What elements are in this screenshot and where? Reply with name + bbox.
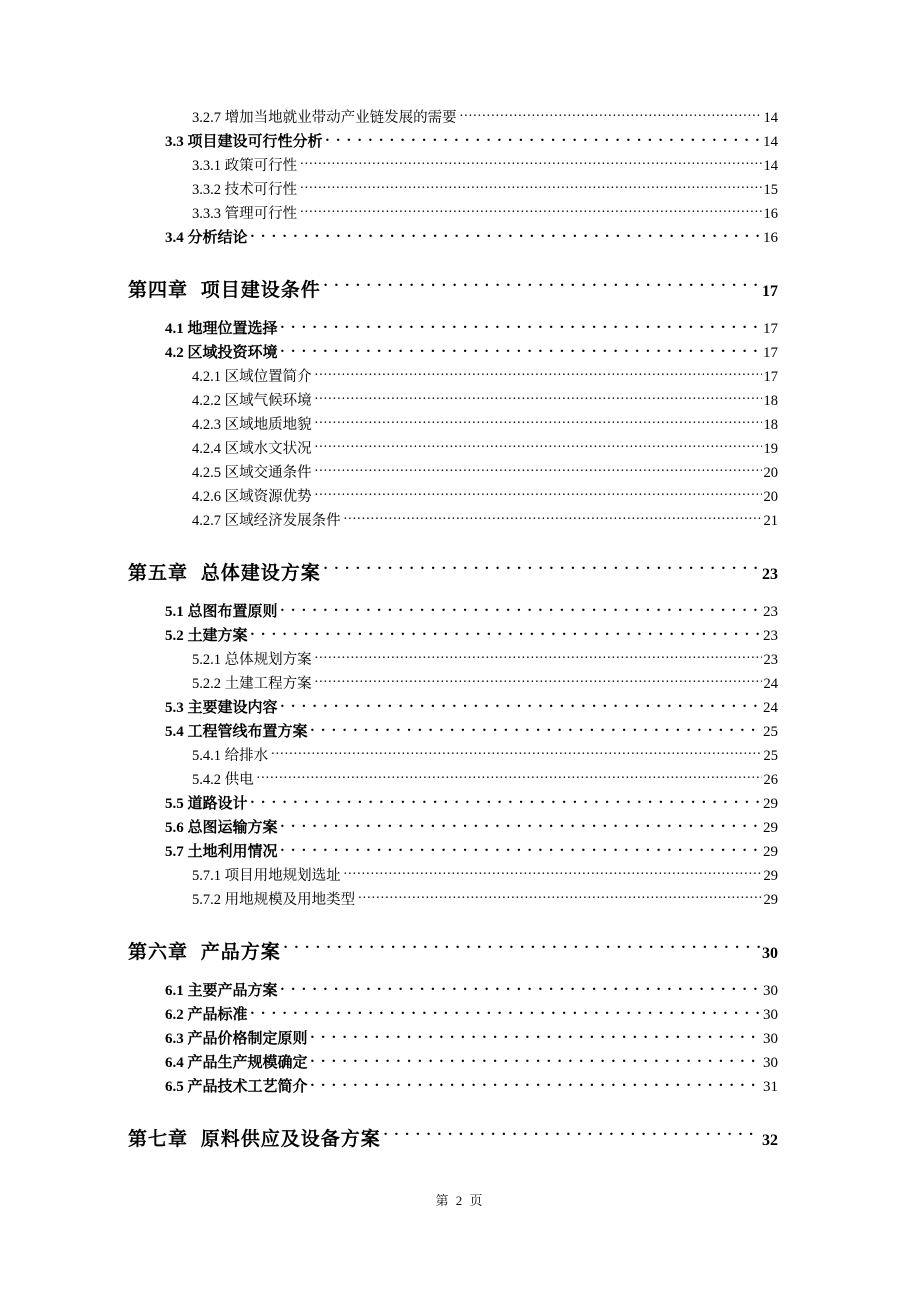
toc-entry-label: 5.5 道路设计 bbox=[165, 796, 248, 812]
toc-leader-dots bbox=[315, 463, 762, 478]
toc-leader-dots bbox=[315, 415, 762, 430]
toc-leader-dots bbox=[344, 866, 762, 881]
toc-entry-page: 30 bbox=[762, 945, 778, 962]
toc-entry-label: 6.4 产品生产规模确定 bbox=[165, 1055, 308, 1071]
toc-leader-dots bbox=[251, 793, 761, 808]
toc-entry-page: 16 bbox=[763, 206, 778, 222]
toc-entry-page: 25 bbox=[763, 748, 778, 764]
toc-list bbox=[128, 106, 778, 1166]
toc-entry-label: 第四章 项目建设条件 bbox=[128, 280, 321, 301]
toc-entry[interactable] bbox=[128, 413, 778, 437]
toc-entry-page: 15 bbox=[763, 182, 778, 198]
toc-entry-page: 19 bbox=[763, 441, 778, 457]
toc-leader-dots bbox=[271, 746, 761, 761]
toc-leader-dots bbox=[326, 131, 761, 146]
toc-entry-page: 20 bbox=[763, 465, 778, 481]
toc-entry-page: 30 bbox=[763, 1031, 778, 1047]
toc-entry-page: 32 bbox=[762, 1132, 778, 1149]
toc-leader-dots bbox=[251, 625, 761, 640]
toc-entry-label: 第六章 产品方案 bbox=[128, 942, 281, 963]
toc-entry[interactable] bbox=[128, 509, 778, 533]
toc-entry-label: 5.1 总图布置原则 bbox=[165, 604, 278, 620]
toc-entry[interactable] bbox=[128, 672, 778, 696]
toc-entry[interactable] bbox=[128, 437, 778, 461]
toc-entry-page: 17 bbox=[763, 345, 778, 361]
toc-entry-label: 6.2 产品标准 bbox=[165, 1007, 248, 1023]
toc-entry[interactable] bbox=[128, 1051, 778, 1075]
toc-entry[interactable] bbox=[128, 317, 778, 341]
toc-entry-page: 14 bbox=[763, 134, 778, 150]
toc-entry-label: 3.3 项目建设可行性分析 bbox=[165, 134, 323, 150]
toc-entry[interactable] bbox=[128, 696, 778, 720]
toc-entry-label: 5.6 总图运输方案 bbox=[165, 820, 278, 836]
toc-leader-dots bbox=[281, 817, 761, 832]
toc-leader-dots bbox=[300, 204, 761, 219]
toc-entry[interactable] bbox=[128, 365, 778, 389]
toc-leader-dots bbox=[311, 721, 761, 736]
toc-entry-page: 26 bbox=[763, 772, 778, 788]
toc-entry-page: 17 bbox=[763, 369, 778, 385]
toc-entry[interactable] bbox=[128, 840, 778, 864]
toc-entry-page: 18 bbox=[763, 393, 778, 409]
toc-entry-label: 5.2 土建方案 bbox=[165, 628, 248, 644]
toc-entry[interactable] bbox=[128, 720, 778, 744]
toc-leader-dots bbox=[311, 1076, 761, 1091]
toc-entry[interactable] bbox=[128, 1075, 778, 1099]
toc-entry-page: 30 bbox=[763, 983, 778, 999]
toc-leader-dots bbox=[281, 697, 761, 712]
toc-entry-label: 5.4.2 供电 bbox=[192, 772, 254, 788]
toc-entry[interactable] bbox=[128, 864, 778, 888]
toc-entry-label: 5.7.2 用地规模及用地类型 bbox=[192, 892, 356, 908]
toc-entry[interactable] bbox=[128, 485, 778, 509]
toc-entry[interactable] bbox=[128, 1003, 778, 1027]
toc-leader-dots bbox=[251, 1004, 761, 1019]
toc-entry-label: 5.2.2 土建工程方案 bbox=[192, 676, 312, 692]
toc-entry-label: 3.3.2 技术可行性 bbox=[192, 182, 298, 198]
toc-entry-label: 6.3 产品价格制定原则 bbox=[165, 1031, 308, 1047]
toc-entry[interactable] bbox=[128, 648, 778, 672]
toc-entry[interactable] bbox=[128, 178, 778, 202]
toc-leader-dots bbox=[300, 156, 761, 171]
toc-leader-dots bbox=[281, 841, 761, 856]
toc-entry[interactable] bbox=[128, 792, 778, 816]
toc-entry-page: 24 bbox=[763, 676, 778, 692]
toc-entry-page: 29 bbox=[763, 820, 778, 836]
toc-entry-label: 4.2.6 区域资源优势 bbox=[192, 489, 312, 505]
toc-entry-page: 30 bbox=[763, 1007, 778, 1023]
toc-entry-label: 第七章 原料供应及设备方案 bbox=[128, 1129, 381, 1150]
toc-entry[interactable] bbox=[128, 979, 778, 1003]
toc-entry-label: 6.1 主要产品方案 bbox=[165, 983, 278, 999]
toc-entry[interactable] bbox=[128, 936, 778, 971]
toc-leader-dots bbox=[315, 391, 762, 406]
toc-entry[interactable] bbox=[128, 1123, 778, 1158]
toc-leader-dots bbox=[315, 367, 762, 382]
toc-entry-page: 18 bbox=[763, 417, 778, 433]
toc-leader-dots bbox=[311, 1052, 761, 1067]
toc-entry[interactable] bbox=[128, 106, 778, 130]
toc-entry[interactable] bbox=[128, 274, 778, 309]
toc-entry[interactable] bbox=[128, 154, 778, 178]
toc-entry[interactable] bbox=[128, 600, 778, 624]
toc-leader-dots bbox=[358, 890, 761, 905]
toc-entry-page: 17 bbox=[763, 321, 778, 337]
toc-entry-page: 21 bbox=[763, 513, 778, 529]
toc-entry[interactable] bbox=[128, 816, 778, 840]
toc-entry-page: 29 bbox=[763, 796, 778, 812]
toc-leader-dots bbox=[300, 180, 761, 195]
toc-entry-label: 3.3.1 政策可行性 bbox=[192, 158, 298, 174]
toc-entry[interactable] bbox=[128, 557, 778, 592]
toc-entry[interactable] bbox=[128, 888, 778, 912]
toc-leader-dots bbox=[257, 770, 762, 785]
toc-entry-page: 23 bbox=[763, 652, 778, 668]
toc-leader-dots bbox=[284, 939, 760, 958]
toc-entry-label: 第五章 总体建设方案 bbox=[128, 563, 321, 584]
toc-entry[interactable] bbox=[128, 1027, 778, 1051]
toc-entry-page: 17 bbox=[762, 283, 778, 300]
toc-entry-label: 5.4.1 给排水 bbox=[192, 748, 269, 764]
toc-entry-page: 30 bbox=[763, 1055, 778, 1071]
toc-entry-label: 5.3 主要建设内容 bbox=[165, 700, 278, 716]
toc-leader-dots bbox=[324, 277, 760, 296]
toc-entry-label: 4.2.4 区域水文状况 bbox=[192, 441, 312, 457]
toc-entry-label: 3.4 分析结论 bbox=[165, 230, 248, 246]
toc-leader-dots bbox=[315, 674, 762, 689]
toc-entry-page: 23 bbox=[763, 604, 778, 620]
toc-leader-dots bbox=[251, 227, 761, 242]
toc-leader-dots bbox=[281, 318, 761, 333]
toc-entry-page: 20 bbox=[763, 489, 778, 505]
toc-entry-page: 14 bbox=[763, 110, 778, 126]
toc-entry-label: 3.3.3 管理可行性 bbox=[192, 206, 298, 222]
toc-entry[interactable] bbox=[128, 768, 778, 792]
toc-entry-label: 4.2.1 区域位置简介 bbox=[192, 369, 312, 385]
toc-entry-page: 23 bbox=[763, 628, 778, 644]
toc-entry-page: 31 bbox=[763, 1079, 778, 1095]
toc-entry-label: 4.1 地理位置选择 bbox=[165, 321, 278, 337]
toc-entry-label: 4.2.2 区域气候环境 bbox=[192, 393, 312, 409]
toc-leader-dots bbox=[281, 601, 761, 616]
toc-entry[interactable] bbox=[128, 389, 778, 413]
page-footer: 第 2 页 bbox=[435, 1193, 485, 1208]
toc-entry-label: 4.2.5 区域交通条件 bbox=[192, 465, 312, 481]
toc-entry-page: 29 bbox=[763, 868, 778, 884]
toc-leader-dots bbox=[324, 560, 760, 579]
toc-entry-label: 3.2.7 增加当地就业带动产业链发展的需要 bbox=[192, 110, 457, 126]
toc-entry-label: 4.2.3 区域地质地貌 bbox=[192, 417, 312, 433]
toc-leader-dots bbox=[281, 342, 761, 357]
toc-entry-label: 5.4 工程管线布置方案 bbox=[165, 724, 308, 740]
toc-entry[interactable] bbox=[128, 226, 778, 250]
toc-entry[interactable] bbox=[128, 744, 778, 768]
toc-leader-dots bbox=[344, 511, 762, 526]
toc-leader-dots bbox=[384, 1126, 760, 1145]
toc-entry-page: 29 bbox=[763, 844, 778, 860]
toc-entry-label: 5.2.1 总体规划方案 bbox=[192, 652, 312, 668]
toc-leader-dots bbox=[315, 487, 762, 502]
toc-entry-label: 4.2 区域投资环境 bbox=[165, 345, 278, 361]
toc-entry[interactable] bbox=[128, 341, 778, 365]
toc-entry-page: 25 bbox=[763, 724, 778, 740]
toc-leader-dots bbox=[460, 108, 762, 123]
toc-entry[interactable] bbox=[128, 130, 778, 154]
toc-entry-label: 5.7.1 项目用地规划选址 bbox=[192, 868, 341, 884]
toc-entry-page: 14 bbox=[763, 158, 778, 174]
toc-entry[interactable] bbox=[128, 202, 778, 226]
toc-leader-dots bbox=[315, 439, 762, 454]
toc-entry-label: 6.5 产品技术工艺简介 bbox=[165, 1079, 308, 1095]
toc-leader-dots bbox=[315, 650, 762, 665]
toc-entry-page: 16 bbox=[763, 230, 778, 246]
toc-entry-page: 23 bbox=[762, 566, 778, 583]
toc-entry-label: 5.7 土地利用情况 bbox=[165, 844, 278, 860]
toc-entry[interactable] bbox=[128, 624, 778, 648]
toc-leader-dots bbox=[311, 1028, 761, 1043]
toc-entry-page: 29 bbox=[763, 892, 778, 908]
toc-entry-label: 4.2.7 区域经济发展条件 bbox=[192, 513, 341, 529]
toc-leader-dots bbox=[281, 980, 761, 995]
toc-entry-page: 24 bbox=[763, 700, 778, 716]
toc-entry[interactable] bbox=[128, 461, 778, 485]
